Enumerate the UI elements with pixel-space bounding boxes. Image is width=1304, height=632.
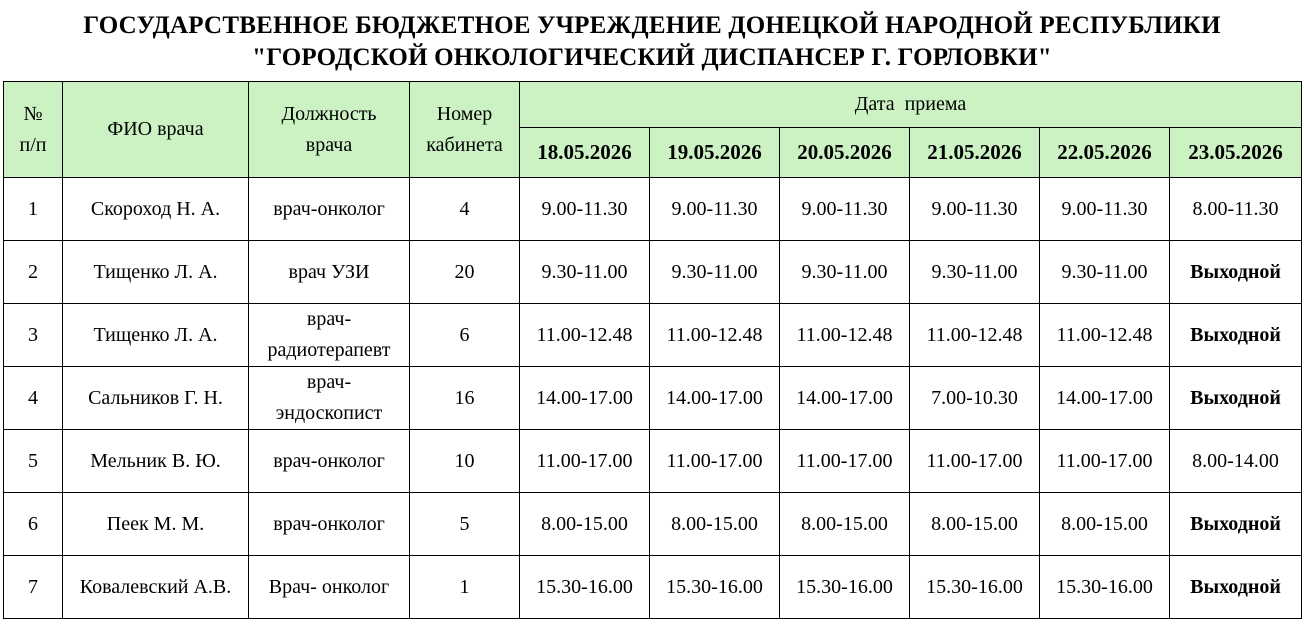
doctor-name: Тищенко Л. А.	[63, 304, 249, 367]
page-title	[0, 0, 1304, 70]
reception-time-cell: 8.00-15.00	[780, 493, 910, 556]
doctor-position	[249, 430, 410, 493]
reception-time-cell: 11.00-12.48	[780, 304, 910, 367]
header-date: 18.05.2026	[520, 128, 650, 178]
reception-time-cell: 11.00-17.00	[1040, 430, 1170, 493]
reception-time-cell: 9.30-11.00	[780, 241, 910, 304]
reception-time-cell: 11.00-12.48	[650, 304, 780, 367]
doctor-name: Мельник В. Ю.	[63, 430, 249, 493]
reception-time-cell: 8.00-15.00	[650, 493, 780, 556]
day-off-cell: Выходной	[1170, 241, 1302, 304]
row-number: 5	[4, 430, 63, 493]
reception-time-cell: 14.00-17.00	[520, 367, 650, 430]
reception-time-cell: 8.00-15.00	[910, 493, 1040, 556]
reception-time-cell: 9.30-11.00	[650, 241, 780, 304]
cabinet-number: 5	[410, 493, 520, 556]
row-number: 6	[4, 493, 63, 556]
header-date: 20.05.2026	[780, 128, 910, 178]
cabinet-number: 4	[410, 178, 520, 241]
row-number: 2	[4, 241, 63, 304]
doctor-position	[249, 241, 410, 304]
reception-time-cell: 9.00-11.30	[780, 178, 910, 241]
header-cabinet-line2: кабинета	[426, 133, 503, 156]
reception-time-cell: 14.00-17.00	[650, 367, 780, 430]
reception-time-cell: 9.00-11.30	[650, 178, 780, 241]
reception-time-cell: 11.00-12.48	[910, 304, 1040, 367]
cabinet-number: 10	[410, 430, 520, 493]
reception-time-cell: 8.00-14.00	[1170, 430, 1302, 493]
header-number	[4, 82, 63, 178]
table-row	[4, 556, 1302, 619]
reception-time-cell: 14.00-17.00	[1040, 367, 1170, 430]
doctor-name: Скороход Н. А.	[63, 178, 249, 241]
reception-time-cell: 15.30-16.00	[910, 556, 1040, 619]
table-row	[4, 304, 1302, 367]
reception-time-cell: 11.00-12.48	[520, 304, 650, 367]
reception-time-cell: 11.00-17.00	[780, 430, 910, 493]
cabinet-number: 20	[410, 241, 520, 304]
header-number-line2: п/п	[19, 133, 47, 156]
doctor-position-line1: врач УЗИ	[288, 260, 370, 283]
doctor-position	[249, 304, 410, 367]
header-position	[249, 82, 410, 178]
reception-time-cell: 9.30-11.00	[520, 241, 650, 304]
doctor-position-line1: врач-	[306, 308, 352, 330]
reception-time-cell: 15.30-16.00	[780, 556, 910, 619]
doctor-position-line2: эндоскопист	[275, 402, 383, 424]
day-off-cell: Выходной	[1170, 493, 1302, 556]
reception-time-cell: 9.00-11.30	[1040, 178, 1170, 241]
cabinet-number: 1	[410, 556, 520, 619]
reception-time-cell: 11.00-17.00	[910, 430, 1040, 493]
row-number: 7	[4, 556, 63, 619]
reception-time-cell: 14.00-17.00	[780, 367, 910, 430]
title-line-1: ГОСУДАРСТВЕННОЕ БЮДЖЕТНОЕ УЧРЕЖДЕНИЕ ДОНЕЦКОЙ НАРОДНОЙ РЕСПУБЛИКИ	[83, 12, 1221, 39]
header-date: 22.05.2026	[1040, 128, 1170, 178]
day-off-cell: Выходной	[1170, 367, 1302, 430]
doctor-position-line2: радиотерапевт	[267, 339, 391, 361]
doctor-name: Пеек М. М.	[63, 493, 249, 556]
day-off-cell: Выходной	[1170, 556, 1302, 619]
row-number: 1	[4, 178, 63, 241]
table-row	[4, 178, 1302, 241]
reception-time-cell: 15.30-16.00	[650, 556, 780, 619]
header-date: 21.05.2026	[910, 128, 1040, 178]
table-row	[4, 241, 1302, 304]
header-name: ФИО врача	[63, 82, 249, 178]
row-number: 4	[4, 367, 63, 430]
reception-time-cell: 9.00-11.30	[910, 178, 1040, 241]
header-number-line1: №	[23, 102, 43, 125]
doctor-name: Ковалевский А.В.	[63, 556, 249, 619]
doctor-position-line1: врач-онколог	[273, 197, 385, 220]
table-row	[4, 493, 1302, 556]
reception-time-cell: 15.30-16.00	[1040, 556, 1170, 619]
table-row	[4, 367, 1302, 430]
table-body	[4, 178, 1302, 619]
header-position-line2: врача	[305, 133, 353, 156]
doctor-position-line1: врач-онколог	[273, 512, 385, 535]
table-row	[4, 430, 1302, 493]
reception-time-cell: 8.00-15.00	[520, 493, 650, 556]
header-position-line1: Должность	[281, 102, 377, 125]
header-date: 19.05.2026	[650, 128, 780, 178]
doctor-position	[249, 493, 410, 556]
header-date-group: Дата приема	[520, 82, 1302, 128]
reception-time-cell: 15.30-16.00	[520, 556, 650, 619]
schedule-table	[3, 81, 1302, 619]
reception-time-cell: 7.00-10.30	[910, 367, 1040, 430]
doctor-name: Тищенко Л. А.	[63, 241, 249, 304]
cabinet-number: 6	[410, 304, 520, 367]
doctor-position-line1: Врач- онколог	[268, 575, 390, 598]
row-number: 3	[4, 304, 63, 367]
doctor-name: Сальников Г. Н.	[63, 367, 249, 430]
header-cabinet	[410, 82, 520, 178]
doctor-position	[249, 556, 410, 619]
day-off-cell: Выходной	[1170, 304, 1302, 367]
reception-time-cell: 11.00-12.48	[1040, 304, 1170, 367]
reception-time-cell: 8.00-11.30	[1170, 178, 1302, 241]
cabinet-number: 16	[410, 367, 520, 430]
doctor-position-line1: врач-	[306, 371, 352, 393]
doctor-position	[249, 367, 410, 430]
doctor-position	[249, 178, 410, 241]
title-line-2: "ГОРОДСКОЙ ОНКОЛОГИЧЕСКИЙ ДИСПАНСЕР Г. ГОРЛОВКИ"	[252, 44, 1052, 71]
header-date: 23.05.2026	[1170, 128, 1302, 178]
reception-time-cell: 8.00-15.00	[1040, 493, 1170, 556]
doctor-position-line1: врач-онколог	[273, 449, 385, 472]
reception-time-cell: 9.00-11.30	[520, 178, 650, 241]
reception-time-cell: 11.00-17.00	[650, 430, 780, 493]
reception-time-cell: 11.00-17.00	[520, 430, 650, 493]
reception-time-cell: 9.30-11.00	[1040, 241, 1170, 304]
reception-time-cell: 9.30-11.00	[910, 241, 1040, 304]
header-cabinet-line1: Номер	[436, 102, 493, 125]
